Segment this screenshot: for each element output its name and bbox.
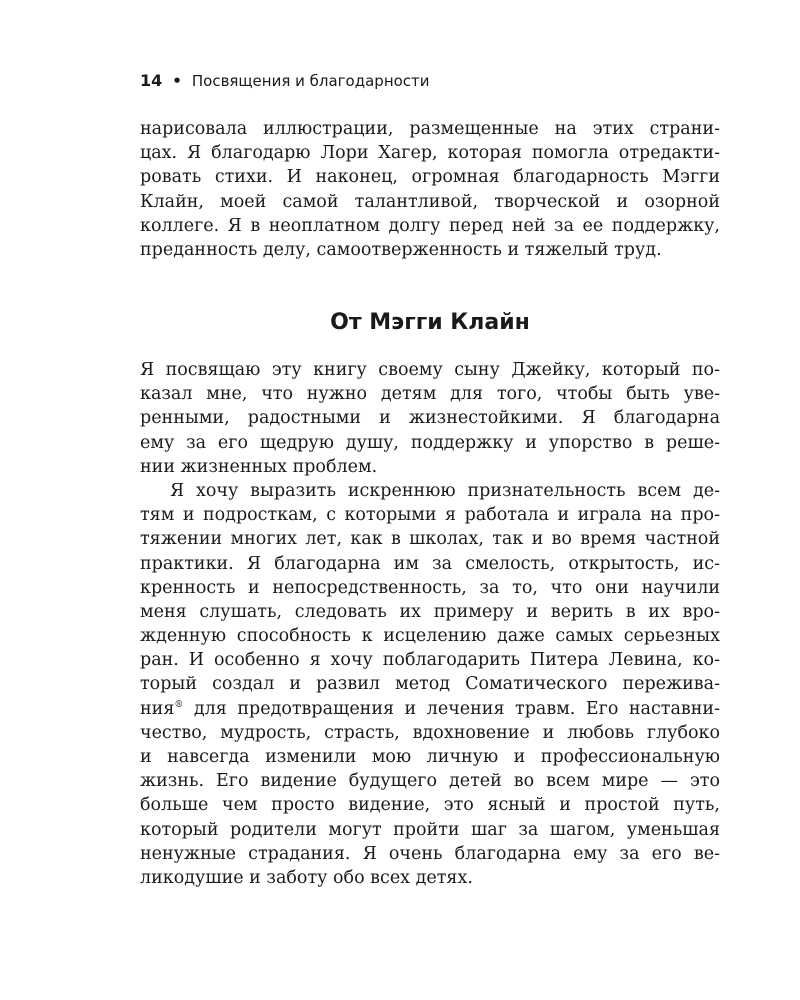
text-line: нии жизненных проблем. (140, 456, 378, 477)
paragraph-acknowledgement (140, 479, 720, 890)
text-line: цах. Я благодарю Лори Хагер, которая помогла отредакти- (140, 143, 720, 164)
text-line: меня слушать, следовать их примеру и верить в их вро- (140, 601, 720, 622)
text-line: ровать стихи. И наконец, огромная благодарность Мэгги (140, 167, 720, 188)
section-body (140, 358, 720, 890)
text-line: Я хочу выразить искреннюю признательность всем де- (170, 480, 720, 501)
text-line: жизнь. Его видение будущего детей во всем мире — это (140, 771, 720, 792)
text-line: торый создал и развил метод Соматического пережива- (140, 674, 720, 695)
text-line: практики. Я благодарна им за смелость, открытость, ис- (140, 553, 720, 574)
running-head-separator: • (172, 72, 182, 90)
text-line: ран. И особенно я хочу поблагодарить Питера Левина, ко- (140, 650, 720, 671)
text-line: казал мне, что нужно детям для того, чтобы быть уве- (140, 384, 720, 405)
text-line: тяжении многих лет, как в школах, так и во время частной (140, 529, 720, 550)
text-line: коллеге. Я в неоплатном долгу перед ней за ее поддержку, (140, 215, 720, 236)
text-line: преданность делу, самоотверженность и тяжелый труд. (140, 239, 662, 260)
page-number: 14 (140, 71, 163, 90)
text-line: ликодушие и заботу обо всех детях. (140, 867, 473, 888)
text-line (140, 697, 720, 721)
section-heading: От Мэгги Клайн (330, 310, 530, 335)
text-line: Клайн, моей самой талантливой, творческой и озорной (140, 191, 720, 212)
text-fragment: для предотвращения и лечения травм. Его наставни- (183, 698, 720, 719)
text-line: больше чем просто видение, это ясный и простой путь, (140, 795, 720, 816)
text-line: жденную способность к исцелению даже самых серьезных (140, 626, 720, 647)
registered-mark: ® (174, 699, 184, 710)
running-head (140, 71, 720, 91)
text-line: кренность и непосредственность, за то, что они научили (140, 577, 720, 598)
text-line: нарисовала иллюстрации, размещенные на этих страни- (140, 119, 720, 139)
text-line: ренными, радостными и жизнестойкими. Я благодарна (140, 408, 720, 429)
text-fragment: ния (140, 698, 175, 719)
paragraph-continuation (140, 117, 720, 262)
text-line: ненужные страдания. Я очень благодарна ему за его ве- (140, 843, 720, 864)
text-line: Я посвящаю эту книгу своему сыну Джейку, который по- (140, 360, 720, 380)
running-head-title: Посвящения и благодарности (191, 72, 430, 90)
text-line: ему за его щедрую душу, поддержку и упорство в реше- (140, 432, 720, 453)
text-line: тям и подросткам, с которыми я работала и играла на про- (140, 505, 720, 526)
text-line: который родители могут пройти шаг за шагом, уменьшая (140, 819, 720, 840)
text-line: и навсегда изменили мою личную и профессиональную (140, 747, 720, 767)
paragraph-dedication (140, 358, 720, 479)
text-line: чество, мудрость, страсть, вдохновение и любовь глубоко (140, 722, 720, 743)
